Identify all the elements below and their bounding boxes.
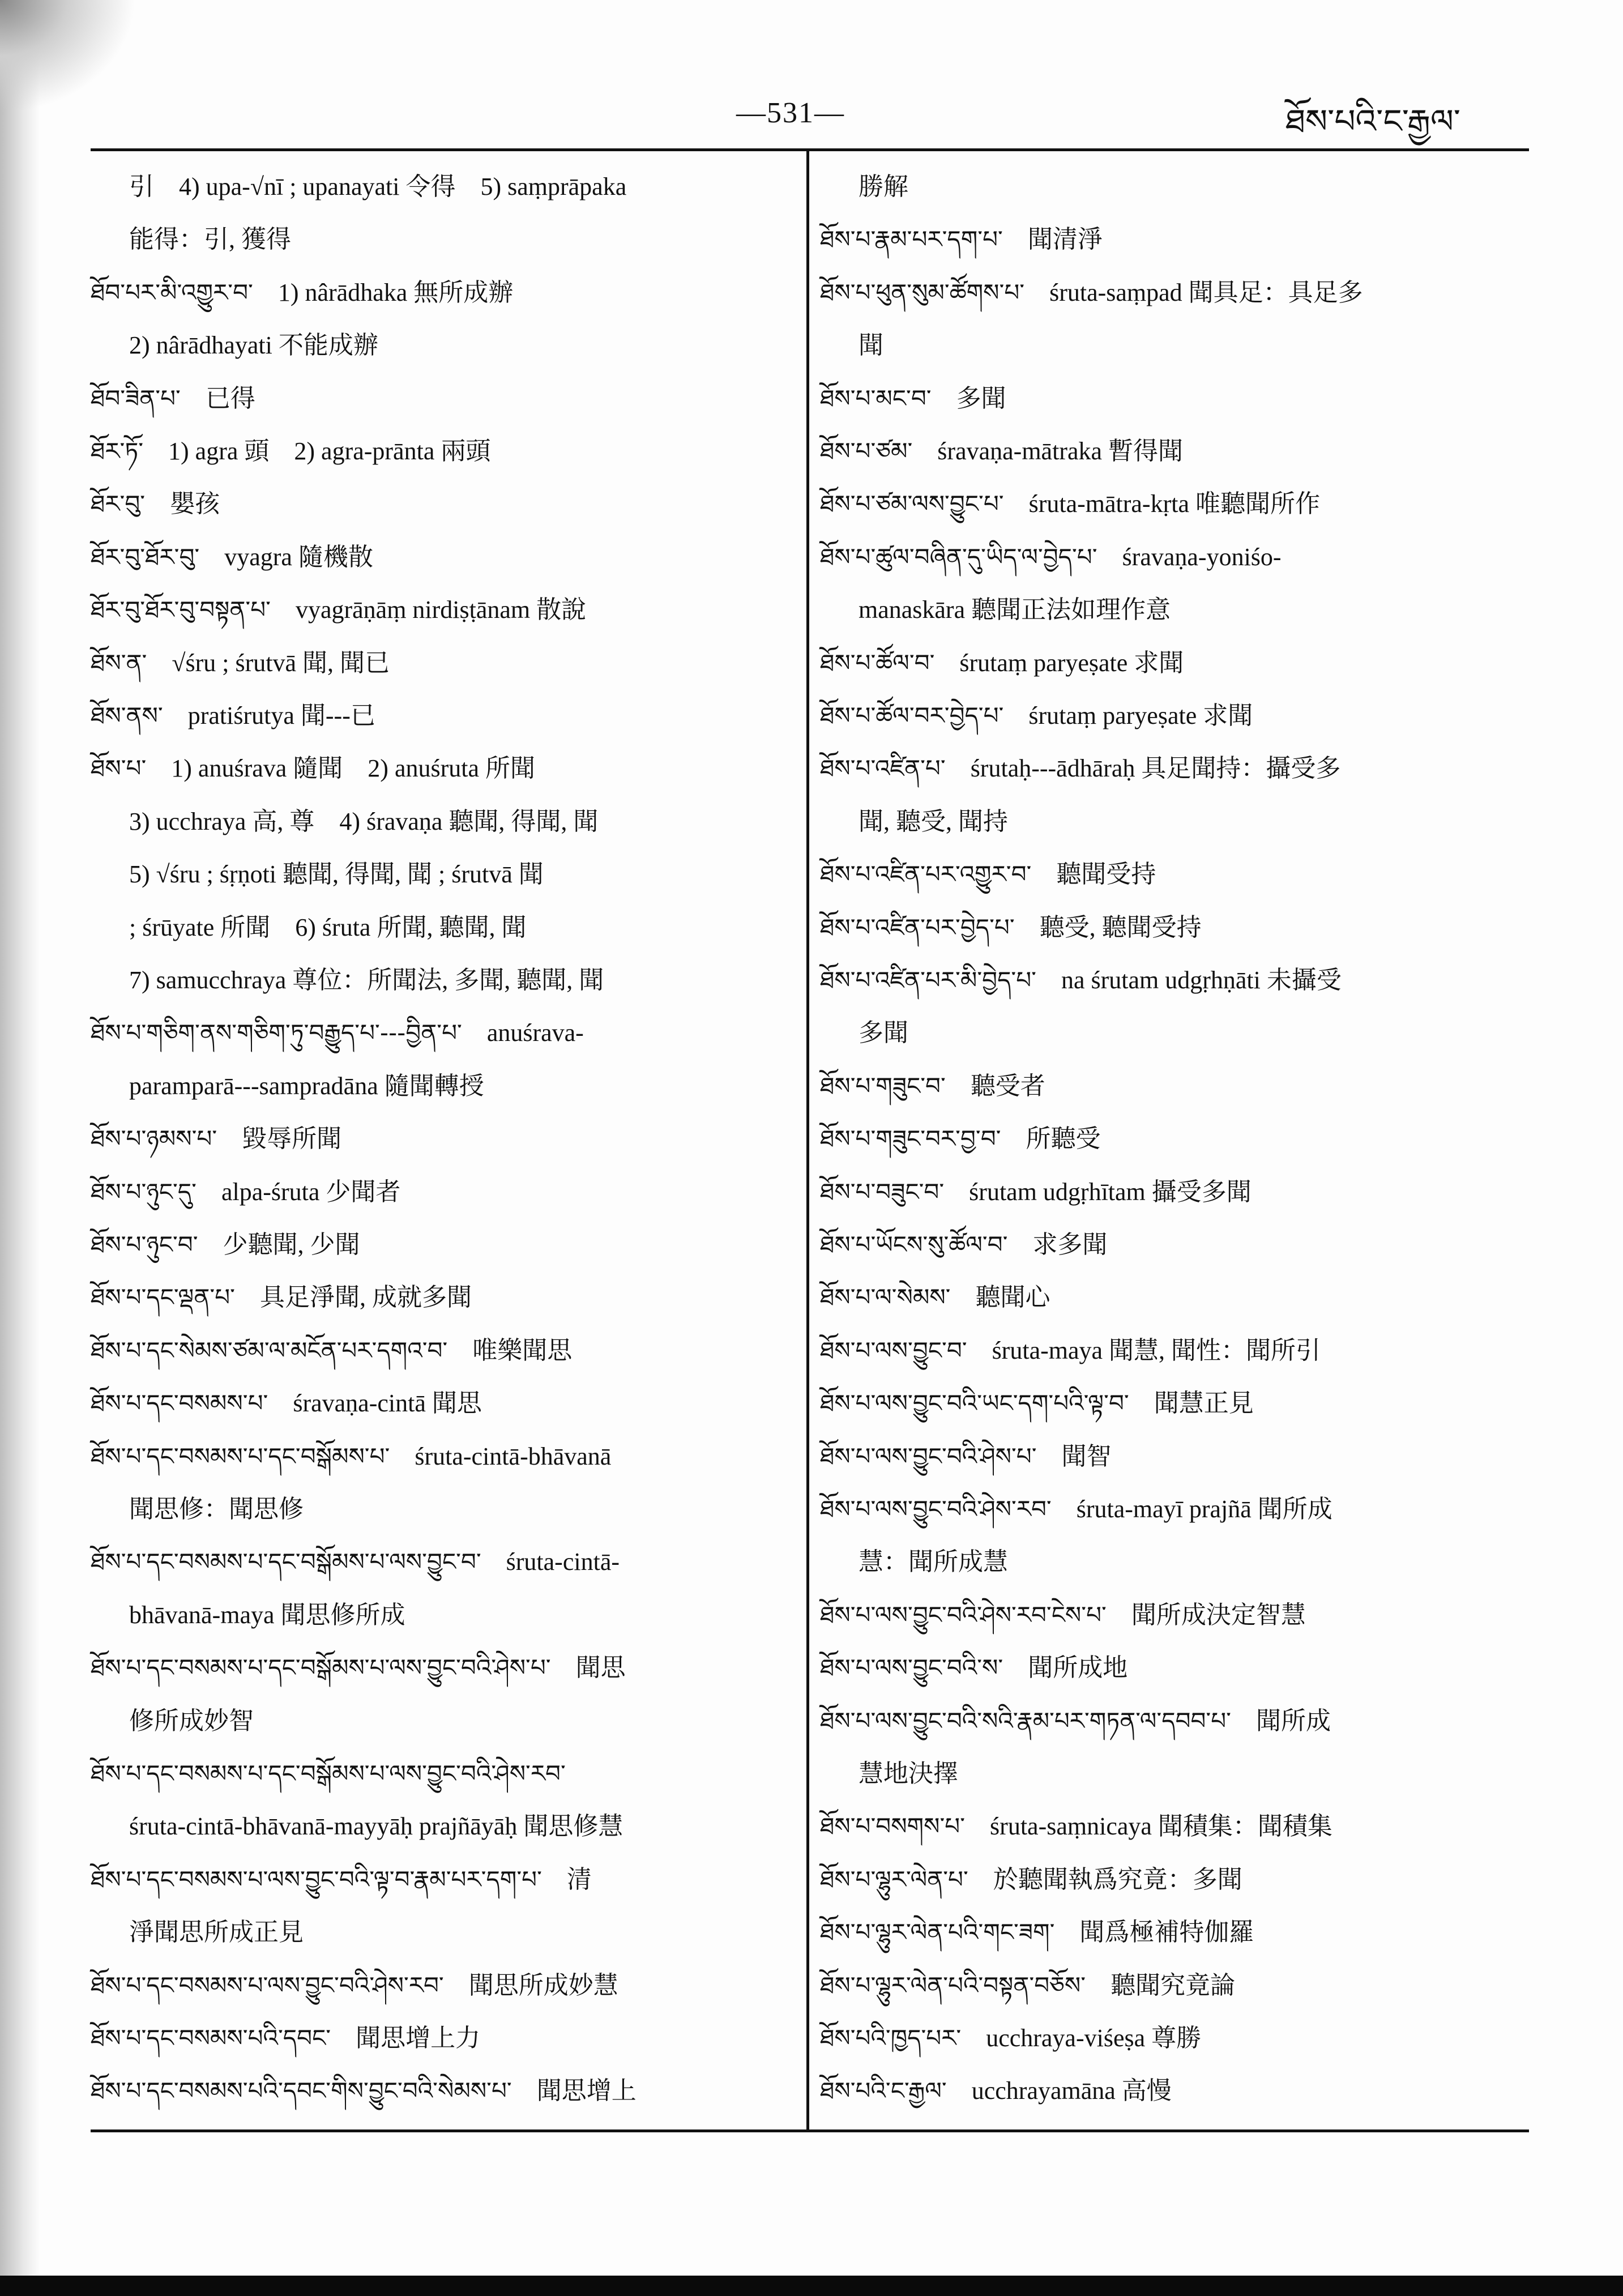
entry-definition: paramparā---sampradāna 隨聞轉授 xyxy=(129,1072,484,1100)
dictionary-entry xyxy=(820,434,1183,468)
tibetan-headword: ཐོས་པ་ xyxy=(91,754,147,783)
entry-definition: 聞爲極補特伽羅 xyxy=(1079,1918,1254,1947)
dictionary-entry xyxy=(91,1969,618,2003)
tibetan-headword: ཐོས་པའི་ཁྱད་པར་ xyxy=(820,2024,962,2052)
entry-continuation-line xyxy=(129,328,378,362)
dictionary-entry xyxy=(91,1863,592,1897)
entry-definition: anuśrava- xyxy=(486,1019,584,1047)
scan-shadow-corner xyxy=(0,0,136,113)
dictionary-entry xyxy=(91,1122,341,1156)
dictionary-entry xyxy=(820,752,1340,786)
tibetan-headword: ཐོས་ནས་ xyxy=(91,702,163,729)
dictionary-entry xyxy=(91,1651,626,1685)
dictionary-entry xyxy=(820,2074,1172,2108)
dictionary-entry xyxy=(91,1228,360,1262)
tibetan-headword: ཐོས་པ་ལས་བྱུང་བའི་ཤེས་རབ་ངེས་པ་ xyxy=(820,1601,1107,1629)
header-rule xyxy=(91,148,1529,151)
dictionary-entry xyxy=(820,1969,1235,2003)
entry-definition: 聞思增上力 xyxy=(356,2024,481,2052)
entry-continuation-line xyxy=(129,1810,623,1843)
tibetan-headword: ཐོར་བུ་ཐོར་བུ་ xyxy=(91,543,200,571)
dictionary-entry xyxy=(91,1386,482,1420)
tibetan-headword: ཐོས་པ་ཉུང་བ་ xyxy=(91,1231,198,1258)
tibetan-headword: ཐོས་པ་ཕུན་སུམ་ཚོགས་པ་ xyxy=(820,278,1025,306)
entry-continuation-line xyxy=(129,223,291,257)
entry-definition: 聽受者 xyxy=(970,1072,1045,1100)
entry-continuation-line xyxy=(129,1069,484,1103)
dictionary-entry xyxy=(820,487,1320,521)
entry-definition: bhāvanā-maya 聞思修所成 xyxy=(129,1601,405,1629)
tibetan-headword: ཐོབ་ཟིན་པ་ xyxy=(91,384,181,412)
dictionary-entry xyxy=(820,911,1202,945)
entry-definition: śravaṇa-yoniśo- xyxy=(1122,543,1282,571)
entry-definition: 聽受, 聽聞受持 xyxy=(1039,913,1202,941)
entry-definition: vyagrāṇāṃ nirdiṣṭānam 散說 xyxy=(295,596,587,624)
tibetan-headword: ཐོས་པ་ཙམ་ལས་བྱུང་པ་ xyxy=(820,490,1004,518)
dictionary-entry xyxy=(91,382,255,416)
tibetan-headword: ཐོས་པ་ལ་སེམས་ xyxy=(820,1283,951,1312)
entry-definition: śruta-maya 聞慧, 聞性：聞所引 xyxy=(992,1336,1321,1364)
tibetan-headword: ཐོས་པ་དང་བསམས་པ་དང་བསྒོམས་པ་ལས་བྱུང་བའི་ཤེས་རབ་ xyxy=(91,1760,566,1787)
entry-definition: śruta-cintā- xyxy=(506,1548,620,1576)
tibetan-headword: ཐོས་པ་དང་བསམས་པ་དང་བསྒོམས་པ་ xyxy=(91,1442,390,1470)
entry-definition: 已得 xyxy=(205,384,255,412)
tibetan-headword: ཐོས་པ་གཟུང་བ་ xyxy=(820,1072,946,1100)
tibetan-headword: ཐོས་ན་ xyxy=(91,648,147,677)
dictionary-entry xyxy=(820,540,1282,574)
tibetan-headword: ཐོས་པ་གཟུང་བར་བྱ་བ་ xyxy=(820,1125,1001,1153)
entry-definition: śruta-saṃnicaya 聞積集：聞積集 xyxy=(990,1812,1332,1841)
tibetan-headword: ཐོས་པ་ལས་བྱུང་བའི་ཤེས་པ་ xyxy=(820,1442,1037,1470)
tibetan-headword: ཐོས་པ་ཚོལ་བར་བྱེད་པ་ xyxy=(820,702,1004,729)
tibetan-headword: ཐོས་པ་ལས་བྱུང་བའི་ཤེས་རབ་ xyxy=(820,1495,1052,1523)
entry-continuation-line xyxy=(129,1492,304,1526)
dictionary-entry xyxy=(91,1545,620,1579)
entry-definition: 1) anuśrava 隨聞 2) anuśruta 所聞 xyxy=(171,754,536,783)
tibetan-headword: ཐོས་པ་ལས་བྱུང་བའི་ཡང་དག་པའི་ལྟ་བ་ xyxy=(820,1389,1129,1418)
entry-definition: 嬰孩 xyxy=(170,490,220,518)
entry-definition: √śru ; śrutvā 聞, 聞已 xyxy=(172,648,390,677)
entry-definition: 聞智 xyxy=(1061,1442,1112,1470)
entry-definition: 慧地決擇 xyxy=(859,1760,958,1787)
dictionary-entry xyxy=(91,593,586,627)
tibetan-headword: ཐོས་པ་ཉམས་པ་ xyxy=(91,1125,217,1153)
entry-definition: 所聽受 xyxy=(1026,1125,1101,1153)
tibetan-headword: ཐོས་པ་མང་བ་ xyxy=(820,384,932,412)
dictionary-entry xyxy=(820,1386,1254,1420)
entry-definition: manaskāra 聽聞正法如理作意 xyxy=(859,596,1171,624)
dictionary-entry xyxy=(91,1440,611,1474)
entry-definition: 聞所成 xyxy=(1255,1706,1331,1735)
dictionary-entry xyxy=(820,1651,1127,1685)
dictionary-entry xyxy=(91,2074,637,2108)
entry-definition: 聞 xyxy=(859,331,883,360)
dictionary-entry xyxy=(91,1281,472,1315)
entry-definition: 毀辱所聞 xyxy=(242,1125,342,1153)
entry-definition: śrutaṃ paryeṣate 求聞 xyxy=(959,648,1184,677)
tibetan-headword: ཐོས་པ་འཛིན་པར་མི་བྱེད་པ་ xyxy=(820,966,1036,994)
entry-definition: pratiśrutya 聞---已 xyxy=(187,702,375,729)
dictionary-entry xyxy=(91,540,373,574)
dictionary-entry xyxy=(820,1863,1242,1897)
entry-definition: 1) nârādhaka 無所成辦 xyxy=(277,278,514,306)
tibetan-headword: ཐོས་པ་དང་བསམས་པའི་དབང་གིས་བྱུང་བའི་སེམས་པ་ xyxy=(91,2077,512,2105)
entry-definition: śruta-cintā-bhāvanā-mayyāḥ prajñāyāḥ 聞思修慧 xyxy=(129,1812,623,1841)
tibetan-headword: ཐོས་པ་ལས་བྱུང་བའི་ས་ xyxy=(820,1654,1003,1682)
tibetan-headword: ཐོས་པ་རྣམ་པར་དག་པ་ xyxy=(820,225,1003,254)
entry-definition: alpa-śruta 少聞者 xyxy=(221,1177,401,1206)
entry-continuation-line xyxy=(129,1915,304,1949)
tibetan-headword: ཐོས་པ་གཅིག་ནས་གཅིག་ཏུ་བརྒྱུད་པ་---བྱིན་པ་ xyxy=(91,1019,462,1047)
tibetan-headword: ཐོས་པ་ལྷུར་ལེན་པའི་གང་ཟག་ xyxy=(820,1918,1055,1947)
dictionary-entry xyxy=(820,1069,1045,1103)
entry-definition: śruta-mātra-kṛta 唯聽聞所作 xyxy=(1028,490,1320,518)
entry-continuation-line xyxy=(859,593,1171,627)
entry-continuation-line xyxy=(129,911,526,945)
column-divider xyxy=(806,148,809,2131)
entry-definition: vyagra 隨機散 xyxy=(224,543,373,571)
dictionary-entry xyxy=(820,1915,1254,1949)
entry-definition: 聞思增上 xyxy=(536,2077,637,2105)
running-head: ཐོས་པའི་ང་རྒྱལ་ xyxy=(1285,102,1460,140)
tibetan-headword: ཐོས་པ་ཡོངས་སུ་ཚོལ་བ་ xyxy=(820,1231,1008,1258)
dictionary-entry xyxy=(820,1440,1112,1474)
entry-definition: 1) agra 頭 2) agra-prānta 兩頭 xyxy=(168,437,491,465)
entry-definition: 3) ucchraya 高, 尊 4) śravaṇa 聽聞, 得聞, 聞 xyxy=(129,807,599,835)
entry-definition: 能得：引, 獲得 xyxy=(129,225,291,254)
dictionary-entry xyxy=(91,487,220,521)
tibetan-headword: ཐོས་པ་དང་ལྡན་པ་ xyxy=(91,1283,235,1312)
entry-definition: na śrutam udgṛhṇāti 未攝受 xyxy=(1061,966,1342,994)
entry-definition: 聽聞受持 xyxy=(1056,860,1156,889)
entry-continuation-line xyxy=(129,963,604,997)
tibetan-headword: ཐོས་པ་ཉུང་དུ་ xyxy=(91,1177,197,1206)
entry-definition: śrutam udgṛhītam 攝受多聞 xyxy=(969,1177,1252,1206)
entry-definition: 聽聞心 xyxy=(975,1283,1050,1312)
footer-rule xyxy=(91,2129,1529,2132)
dictionary-entry xyxy=(820,1704,1331,1738)
dictionary-entry xyxy=(91,2021,480,2055)
entry-definition: 修所成妙智 xyxy=(129,1706,254,1735)
tibetan-headword: ཐོས་པ་དང་སེམས་ཙམ་ལ་མངོན་པར་དགའ་བ་ xyxy=(91,1336,448,1364)
tibetan-headword: ཐོས་པ་ལས་བྱུང་བ་ xyxy=(820,1336,967,1364)
entry-definition: 聞思所成妙慧 xyxy=(468,1971,618,1999)
tibetan-headword: ཐོར་ཏོ་ xyxy=(91,437,144,465)
entry-definition: 清 xyxy=(566,1865,592,1893)
dictionary-entry xyxy=(91,1757,591,1791)
entry-definition: 勝解 xyxy=(859,173,908,200)
entry-definition: śruta-mayī prajñā 聞所成 xyxy=(1076,1495,1332,1523)
scan-shadow-left xyxy=(0,0,40,2296)
entry-definition: 聞所成決定智慧 xyxy=(1131,1601,1306,1629)
entry-definition: 引 4) upa-√nī ; upanayati 令得 5) saṃprāpaka xyxy=(129,173,627,200)
tibetan-headword: ཐོས་པ་བཟུང་བ་ xyxy=(820,1177,945,1206)
dictionary-entry xyxy=(820,963,1342,997)
entry-continuation-line xyxy=(859,1545,1008,1579)
entry-definition: ucchraya-viśeṣa 尊勝 xyxy=(986,2024,1202,2052)
tibetan-headword: ཐོས་པ་དང་བསམས་པའི་དབང་ xyxy=(91,2024,331,2052)
entry-definition: 5) √śru ; śṛṇoti 聽聞, 得聞, 聞 ; śrutvā 聞 xyxy=(129,860,544,889)
entry-continuation-line xyxy=(129,857,544,891)
dictionary-entry xyxy=(820,857,1156,891)
tibetan-headword: ཐོས་པ་འཛིན་པར་འགྱུར་བ་ xyxy=(820,860,1032,889)
entry-definition: 聞慧正見 xyxy=(1154,1389,1254,1418)
entry-definition: 多聞 xyxy=(956,384,1006,412)
dictionary-entry xyxy=(820,1810,1332,1843)
tibetan-headword: ཐོས་པ་ལྷུར་ལེན་པའི་བསྟན་བཅོས་ xyxy=(820,1971,1086,1999)
dictionary-entry xyxy=(91,752,535,786)
tibetan-headword: ཐོས་པ་དང་བསམས་པ་དང་བསྒོམས་པ་ལས་བྱུང་བའི་ཤེས་པ་ xyxy=(91,1654,551,1682)
entry-definition: śrutaṃ paryeṣate 求聞 xyxy=(1028,702,1253,729)
dictionary-entry xyxy=(91,646,390,680)
dictionary-entry xyxy=(820,1598,1306,1632)
entry-definition: 2) nârādhayati 不能成辦 xyxy=(129,331,378,360)
entry-definition: śruta-saṃpad 聞具足：具足多 xyxy=(1049,278,1363,306)
tibetan-headword: ཐོར་བུ་ xyxy=(91,490,146,518)
tibetan-headword: ཐོས་པ་དང་བསམས་པ་ལས་བྱུང་བའི་ཤེས་རབ་ xyxy=(91,1971,444,1999)
entry-definition: 具足淨聞, 成就多聞 xyxy=(259,1283,472,1312)
scan-edge-bottom xyxy=(0,2276,1623,2296)
dictionary-entry xyxy=(820,276,1363,310)
entry-definition: śrutaḥ---ādhāraḥ 具足聞持：攝受多 xyxy=(970,754,1341,783)
entry-definition: 聽聞究竟論 xyxy=(1111,1971,1236,1999)
dictionary-entry xyxy=(820,1228,1107,1262)
tibetan-headword: ཐོས་པ་དང་བསམས་པ་ལས་བྱུང་བའི་ལྟ་བ་རྣམ་པར་དག་པ་ xyxy=(91,1865,542,1893)
entry-definition: 聞所成地 xyxy=(1028,1654,1128,1682)
entry-continuation-line xyxy=(859,170,908,204)
tibetan-headword: ཐོས་པ་འཛིན་པ་ xyxy=(820,754,946,783)
tibetan-headword: ཐོས་པ་དང་བསམས་པ་དང་བསྒོམས་པ་ལས་བྱུང་བ་ xyxy=(91,1548,481,1576)
tibetan-headword: ཐོས་པ་ལས་བྱུང་བའི་སའི་རྣམ་པར་གཏན་ལ་དབབ་པ་ xyxy=(820,1706,1231,1735)
entry-continuation-line xyxy=(129,1598,405,1632)
dictionary-entry xyxy=(820,699,1253,733)
tibetan-headword: ཐོས་པའི་ང་རྒྱལ་ xyxy=(820,2077,947,2105)
entry-definition: 聞思 xyxy=(575,1654,626,1682)
dictionary-entry xyxy=(91,1175,400,1209)
entry-definition: 聞, 聽受, 聞持 xyxy=(859,807,1008,835)
dictionary-entry xyxy=(820,1492,1332,1526)
entry-definition: 少聽聞, 少聞 xyxy=(223,1231,360,1258)
dictionary-entry xyxy=(820,2021,1201,2055)
tibetan-headword: ཐོས་པ་ཚོལ་བ་ xyxy=(820,648,935,677)
dictionary-entry xyxy=(820,1122,1100,1156)
tibetan-headword: ཐོར་བུ་ཐོར་བུ་བསྟན་པ་ xyxy=(91,596,271,624)
tibetan-headword: ཐོས་པ་འཛིན་པར་བྱེད་པ་ xyxy=(820,913,1015,941)
entry-continuation-line xyxy=(859,1757,958,1791)
tibetan-headword: ཐོས་པ་ཚུལ་བཞིན་དུ་ཡིད་ལ་བྱེད་པ་ xyxy=(820,543,1097,571)
entry-definition: śruta-cintā-bhāvanā xyxy=(415,1442,612,1470)
dictionary-entry xyxy=(91,699,375,733)
dictionary-entry xyxy=(820,1334,1321,1368)
entry-continuation-line xyxy=(859,328,883,362)
entry-definition: 淨聞思所成正見 xyxy=(129,1918,304,1947)
tibetan-headword: ཐོས་པ་ཙམ་ xyxy=(820,437,913,465)
tibetan-headword: ཐོས་པ་བསགས་པ་ xyxy=(820,1812,966,1841)
tibetan-headword: ཐོབ་པར་མི་འགྱུར་བ་ xyxy=(91,278,253,306)
entry-definition: śravaṇa-mātraka 暫得聞 xyxy=(937,437,1184,465)
entry-definition: 慧：聞所成慧 xyxy=(859,1548,1008,1576)
dictionary-entry xyxy=(820,1281,1050,1315)
dictionary-entry xyxy=(820,1175,1252,1209)
dictionary-entry xyxy=(91,1016,584,1050)
dictionary-entry xyxy=(91,434,490,468)
page-number: —531— xyxy=(736,97,845,129)
tibetan-headword: ཐོས་པ་དང་བསམས་པ་ xyxy=(91,1389,268,1418)
entry-definition: śravaṇa-cintā 聞思 xyxy=(293,1389,482,1418)
entry-definition: 7) samucchraya 尊位：所聞法, 多聞, 聽聞, 聞 xyxy=(129,966,604,994)
entry-definition: ucchrayamāna 高慢 xyxy=(971,2077,1172,2105)
entry-definition: 聞清淨 xyxy=(1027,225,1103,254)
entry-definition: 唯樂聞思 xyxy=(472,1336,573,1364)
dictionary-entry xyxy=(91,276,513,310)
entry-continuation-line xyxy=(129,805,598,839)
entry-continuation-line xyxy=(859,1016,908,1050)
entry-continuation-line xyxy=(129,1704,254,1738)
entry-definition: 於聽聞執爲究竟：多聞 xyxy=(993,1865,1242,1893)
entry-continuation-line xyxy=(859,805,1008,839)
tibetan-headword: ཐོས་པ་ལྷུར་ལེན་པ་ xyxy=(820,1865,968,1893)
entry-definition: 聞思修：聞思修 xyxy=(129,1495,304,1523)
entry-continuation-line xyxy=(129,170,626,204)
dictionary-entry xyxy=(91,1334,572,1368)
entry-definition: ; śrūyate 所聞 6) śruta 所聞, 聽聞, 聞 xyxy=(129,913,527,941)
dictionary-entry xyxy=(820,646,1184,680)
entry-definition: 求多聞 xyxy=(1032,1231,1108,1258)
dictionary-entry xyxy=(820,382,1006,416)
entry-definition: 多聞 xyxy=(859,1019,908,1047)
dictionary-entry xyxy=(820,223,1103,257)
